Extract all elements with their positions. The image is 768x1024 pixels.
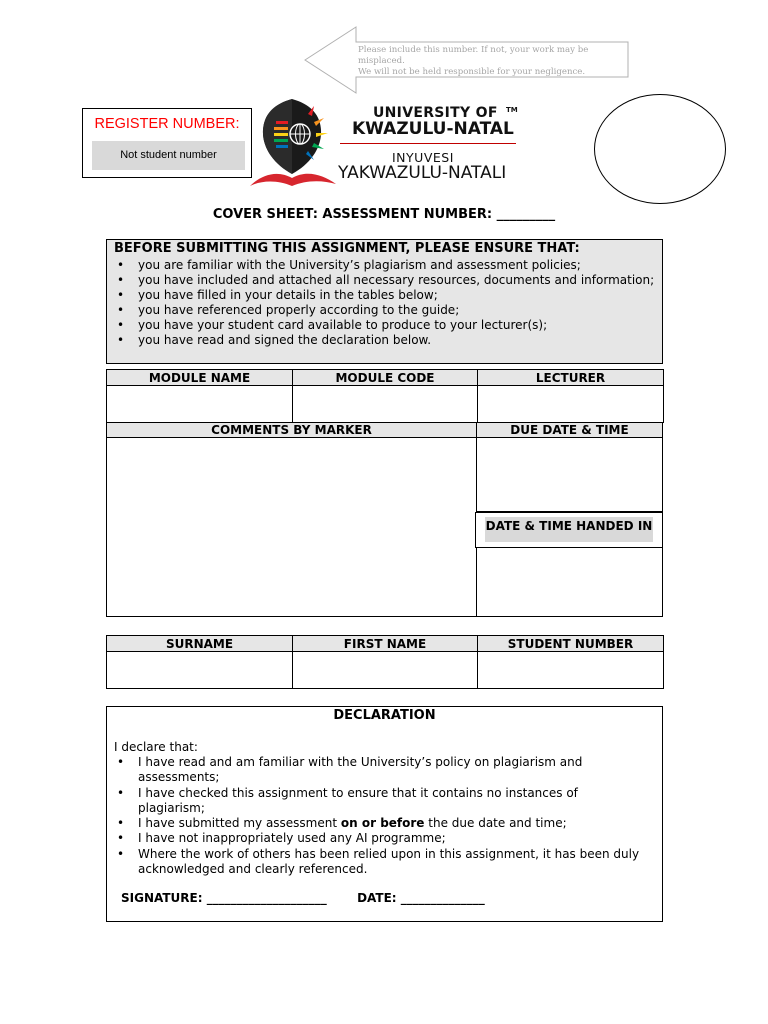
declaration-intro: I declare that: [114, 740, 198, 754]
list-item: • I have submitted my assessment on or before the due date and time; [117, 816, 567, 831]
module-name-header: MODULE NAME [107, 370, 293, 386]
list-item: • you are familiar with the University’s plagiarism and assessment policies; [117, 258, 581, 272]
module-code-field[interactable] [293, 386, 478, 423]
declaration-title: DECLARATION [333, 708, 436, 723]
logo-divider [340, 143, 516, 144]
logo-trademark: TM [506, 106, 518, 114]
logo-inyuvesi: INYUVESI [392, 150, 454, 165]
list-item: • Where the work of others has been relied upon in this assignment, it has been duly acknowledged and clearly referenced. [117, 846, 640, 877]
student-number-field[interactable] [478, 652, 664, 689]
surname-field[interactable] [107, 652, 293, 689]
list-item: • I have read and am familiar with the University’s policy on plagiarism and assessments; [117, 755, 583, 785]
university-logo [248, 96, 523, 191]
due-date-header: DUE DATE & TIME [476, 422, 663, 438]
register-number-label: REGISTER NUMBER: [94, 116, 240, 132]
list-item: • I have checked this assignment to ensure that it contains no instances of plagiarism; [117, 785, 578, 815]
list-item: • you have included and attached all necessary resources, documents and information; [117, 273, 655, 287]
list-item: • you have filled in your details in the tables below; [117, 288, 438, 302]
date-time-handed-in-header [475, 512, 663, 548]
signature-field[interactable]: SIGNATURE: ____________________ [121, 891, 327, 905]
arrow-callout-note [304, 26, 630, 94]
comments-by-marker-header: COMMENTS BY MARKER [106, 422, 477, 438]
ensure-checklist-box [106, 239, 663, 364]
student-number-header: STUDENT NUMBER [478, 636, 664, 652]
declaration-list [107, 755, 647, 877]
due-date-field[interactable] [476, 437, 663, 512]
ukzn-emblem-icon [248, 96, 340, 191]
cover-sheet-title: COVER SHEET: ASSESSMENT NUMBER: _________ [212, 207, 556, 222]
date-time-handed-in-label: DATE & TIME HANDED IN [485, 517, 653, 542]
arrow-note-line-1: Please include this number. If not, your work may be misplaced. [358, 45, 589, 66]
lecturer-field[interactable] [478, 386, 664, 423]
list-item: • you have read and signed the declaration below. [117, 333, 432, 347]
module-table [106, 369, 664, 423]
list-item: • you have your student card available to produce to your lecturer(s); [117, 318, 548, 332]
student-details-table [106, 635, 664, 689]
module-code-header: MODULE CODE [293, 370, 478, 386]
lecturer-header: LECTURER [478, 370, 664, 386]
first-name-header: FIRST NAME [293, 636, 478, 652]
photo-oval [594, 94, 726, 204]
register-number-field[interactable]: Not student number [92, 141, 245, 170]
declaration-box [106, 706, 663, 922]
list-item: • you have referenced properly according to the guide; [117, 303, 460, 317]
logo-kwazulu-natal: KWAZULU-NATAL [352, 119, 514, 139]
date-field[interactable]: DATE: ______________ [357, 891, 485, 905]
module-name-field[interactable] [107, 386, 293, 423]
list-item: • I have not inappropriately used any AI programme; [117, 831, 446, 846]
arrow-note-line-2: We will not be held responsible for your negligence. [358, 67, 586, 77]
logo-university-of: UNIVERSITY OF [373, 105, 498, 121]
register-number-box [82, 108, 252, 178]
ensure-heading: BEFORE SUBMITTING THIS ASSIGNMENT, PLEASE ENSURE THAT: [114, 241, 580, 256]
signature-line [121, 891, 485, 905]
comments-by-marker-field[interactable] [106, 437, 477, 617]
logo-yakwazulu-natali: YAKWAZULU-NATALI [338, 163, 507, 183]
first-name-field[interactable] [293, 652, 478, 689]
ensure-list [107, 258, 664, 348]
surname-header: SURNAME [107, 636, 293, 652]
date-time-handed-in-field[interactable] [476, 547, 663, 617]
